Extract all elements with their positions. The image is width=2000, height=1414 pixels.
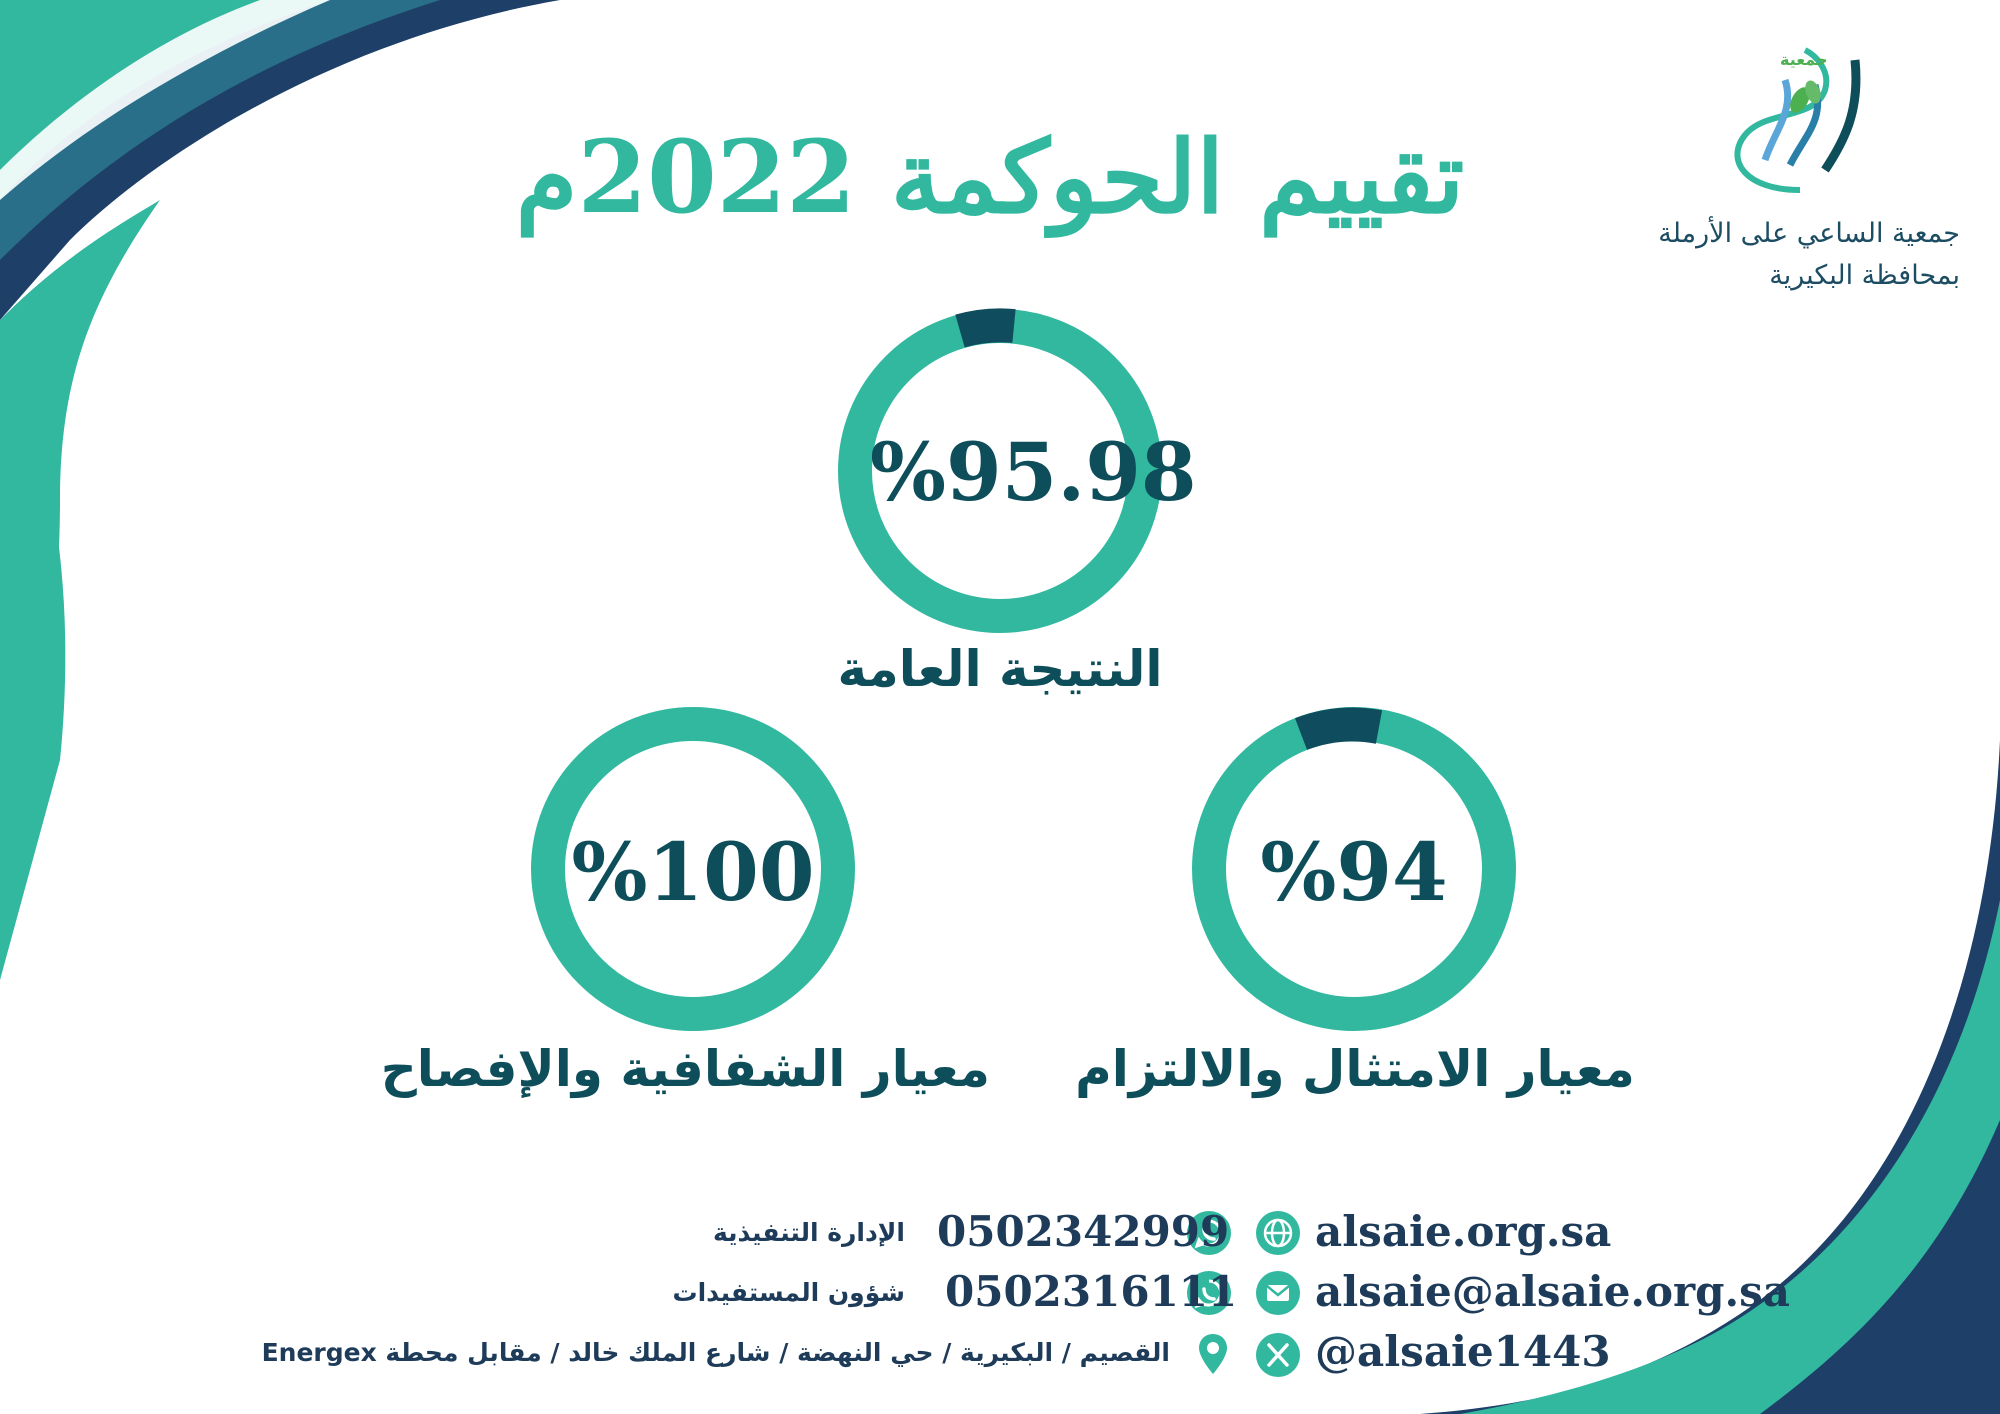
x-icon bbox=[1255, 1332, 1301, 1378]
globe-icon bbox=[1255, 1210, 1301, 1256]
score-percent-compliance: %94 bbox=[1260, 825, 1448, 919]
phone-executive[interactable]: 0502342999 bbox=[937, 1207, 1230, 1256]
mail-icon bbox=[1255, 1270, 1301, 1316]
email-link[interactable]: alsaie@alsaie.org.sa bbox=[1315, 1267, 1791, 1316]
score-percent-transparency: %100 bbox=[571, 825, 815, 919]
org-name-line1: جمعية الساعي على الأرملة bbox=[1658, 218, 1960, 249]
page-title: تقييم الحوكمة 2022م bbox=[515, 118, 1465, 236]
phone-beneficiaries-label: شؤون المستفيدات bbox=[672, 1278, 905, 1307]
address-text: القصيم / البكيرية / حي النهضة / شارع الملك خالد / مقابل محطة Energex bbox=[261, 1338, 1170, 1367]
location-pin-icon bbox=[1190, 1330, 1236, 1376]
score-label-compliance: معيار الامتثال والالتزام bbox=[1075, 1040, 1635, 1098]
phone-beneficiaries[interactable]: 0502316111 bbox=[945, 1267, 1238, 1316]
twitter-handle[interactable]: @alsaie1443 bbox=[1315, 1327, 1611, 1376]
score-label-transparency: معيار الشفافية والإفصاح bbox=[380, 1040, 990, 1098]
organization-logo bbox=[1705, 40, 1885, 205]
score-percent-overall: %95.98 bbox=[870, 425, 1197, 519]
phone-executive-label: الإدارة التنفيذية bbox=[713, 1218, 905, 1247]
logo-text: جمعية bbox=[1780, 50, 1828, 69]
score-label-overall: النتيجة العامة bbox=[837, 640, 1163, 698]
org-name-line2: بمحافظة البكيرية bbox=[1769, 260, 1960, 291]
website-link[interactable]: alsaie.org.sa bbox=[1315, 1207, 1612, 1256]
